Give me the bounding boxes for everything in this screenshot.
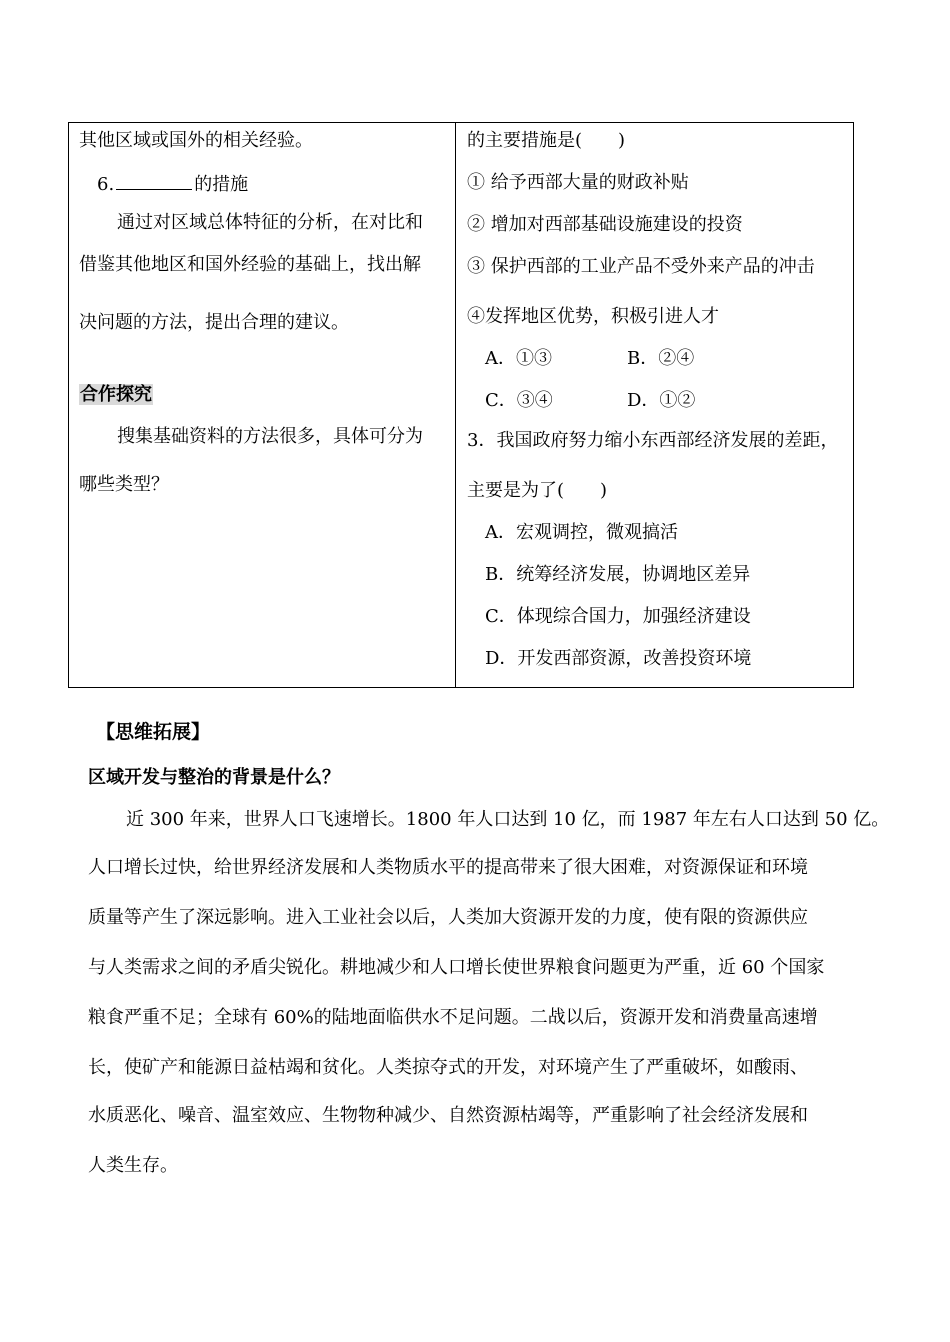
- q3-option-a[interactable]: A．宏观调控，微观搞活: [485, 522, 678, 543]
- para1-line-3: 决问题的方法，提出合理的建议。: [79, 312, 349, 333]
- extension-line-4: 与人类需求之间的矛盾尖锐化。耕地减少和人口增长使世界粮食问题更为严重，近 60 个国家: [88, 957, 825, 978]
- item-6: [97, 171, 248, 197]
- extension-line-5: 粮食严重不足；全球有 60%的陆地面临供水不足问题。二战以后，资源开发和消费量高速增: [88, 1007, 818, 1028]
- q2-option-d[interactable]: D．①②: [627, 390, 696, 411]
- content-table: [68, 122, 854, 688]
- extension-line-7: 水质恶化、噪音、温室效应、生物物种减少、自然资源枯竭等，严重影响了社会经济发展和: [88, 1105, 808, 1126]
- para1-line-2: 借鉴其他地区和国外经验的基础上，找出解: [79, 254, 421, 275]
- q2-tail: 的主要措施是( ): [467, 130, 626, 151]
- extension-line-3: 质量等产生了深远影响。进入工业社会以后，人类加大资源开发的力度，使有限的资源供应: [88, 907, 808, 928]
- statement-2: ② 增加对西部基础设施建设的投资: [467, 214, 743, 235]
- statement-1: ① 给予西部大量的财政补贴: [467, 172, 689, 193]
- column-divider: [455, 123, 456, 687]
- section-heading: [79, 383, 153, 407]
- para1-line-1: 通过对区域总体特征的分析，在对比和: [117, 212, 423, 233]
- q2-option-a[interactable]: A．①③: [485, 348, 552, 369]
- fill-blank[interactable]: [116, 171, 192, 190]
- q3-line-2: 主要是为了( ): [467, 480, 608, 501]
- para2-line-1: 搜集基础资料的方法很多，具体可分为: [117, 426, 423, 447]
- left-line-1: 其他区域或国外的相关经验。: [79, 130, 313, 151]
- para2-line-2: 哪些类型？: [79, 474, 169, 495]
- item-6-suffix: 的措施: [194, 174, 249, 195]
- q3-line-1: 3．我国政府努力缩小东西部经济发展的差距，: [467, 430, 839, 451]
- q2-option-b[interactable]: B．②④: [627, 348, 695, 369]
- extension-question: 区域开发与整治的背景是什么？: [88, 767, 340, 788]
- item-6-number: 6.: [97, 174, 115, 195]
- extension-line-8: 人类生存。: [88, 1155, 178, 1176]
- q2-option-c[interactable]: C．③④: [485, 390, 553, 411]
- statement-4: ④发挥地区优势，积极引进人才: [467, 306, 719, 327]
- q3-option-c[interactable]: C．体现综合国力，加强经济建设: [485, 606, 751, 627]
- statement-3: ③ 保护西部的工业产品不受外来产品的冲击: [467, 256, 815, 277]
- extension-line-1: 近 300 年来，世界人口飞速增长。1800 年人口达到 10 亿，而 1987 年左右人口达到 50 亿。: [126, 809, 890, 830]
- q3-option-d[interactable]: D．开发西部资源，改善投资环境: [485, 648, 752, 669]
- extension-title: 【思维拓展】: [96, 721, 211, 743]
- extension-line-2: 人口增长过快，给世界经济发展和人类物质水平的提高带来了很大困难，对资源保证和环境: [88, 857, 808, 878]
- extension-line-6: 长，使矿产和能源日益枯竭和贫化。人类掠夺式的开发，对环境产生了严重破坏，如酸雨、: [88, 1057, 808, 1078]
- cooperative-inquiry-heading: 合作探究: [80, 384, 152, 405]
- q3-option-b[interactable]: B．统筹经济发展，协调地区差异: [485, 564, 751, 585]
